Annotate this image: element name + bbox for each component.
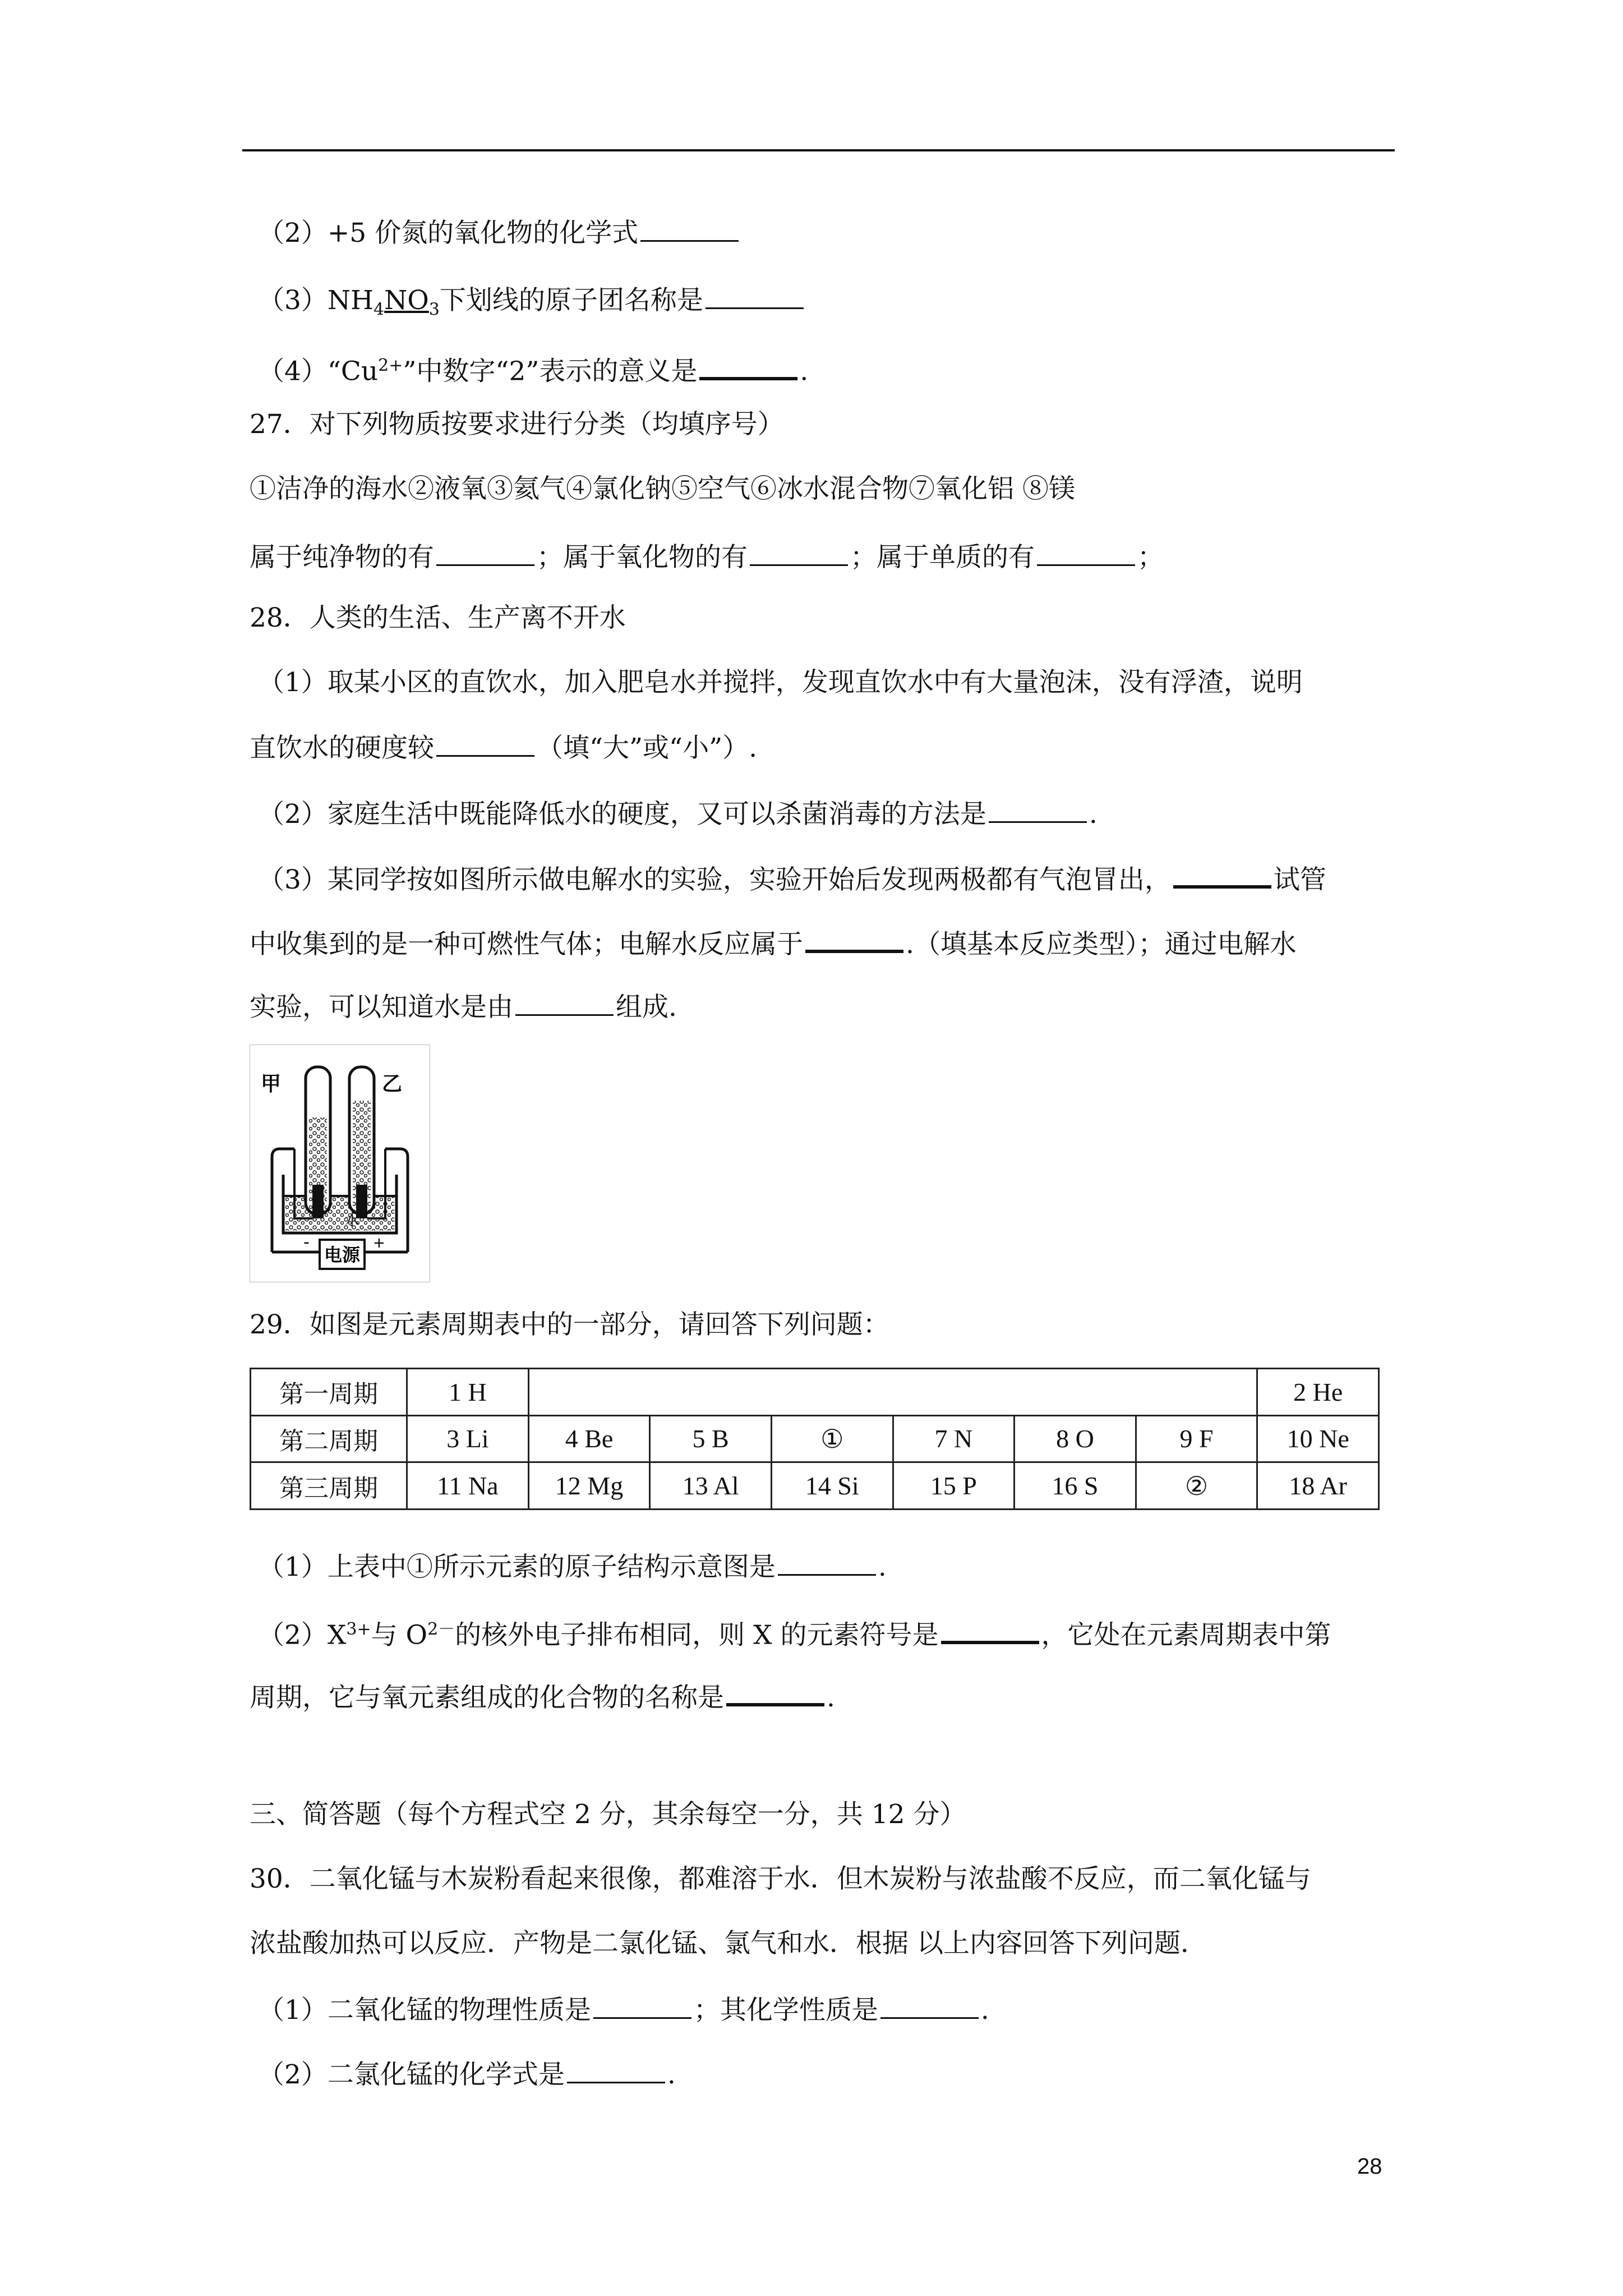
q29-p2-line1: $(2)X^{3+}$与 $O^{2-}$的核外电子排布相同，则 X 的元素符号是 ，它处在元素周期表中第 (258, 1613, 1331, 1653)
element-cell: 4 Be (528, 1415, 650, 1462)
element-cell: 11 Na (407, 1462, 529, 1510)
element-cell: 5 B (650, 1415, 772, 1462)
q30-line2: 浓盐酸加热可以反应．产物是二氯化锰、氯气和水．根据 以上内容回答下列问题． (250, 1928, 1207, 1959)
answer-blank[interactable] (989, 795, 1087, 823)
element-cell: 12 Mg (528, 1462, 650, 1510)
q28-p2-line: （2）家庭生活中既能降低水的硬度，又可以杀菌消毒的方法是 . (258, 795, 1098, 831)
q30-line1: 30．二氧化锰与木炭粉看起来很像，都难溶于水．但木炭粉与浓盐酸不反应，而二氧化锰与 (250, 1864, 1311, 1894)
q28-p3-line2: 中收集到的是一种可燃性气体；电解水反应属于 .（填基本反应类型）；通过电解水 (250, 924, 1296, 961)
q3-line: $(3)NH_4NO_3$下划线的原子团名称是 (258, 282, 806, 326)
q28-p3-line1: （3）某同学按如图所示做电解水的实验，实验开始后发现两极都有气泡冒出， 试管 (258, 859, 1326, 897)
tube-jia-label: 甲 (261, 1073, 282, 1096)
q29-p1-line: （1）上表中①所示元素的原子结构示意图是 . (258, 1548, 887, 1584)
tube-yi-label: 乙 (382, 1073, 403, 1096)
element-cell: 8 O (1015, 1415, 1136, 1462)
answer-blank[interactable] (880, 1991, 979, 2019)
element-cell: 14 Si (771, 1462, 893, 1510)
element-cell: 18 Ar (1257, 1462, 1379, 1510)
table-row (251, 1369, 1379, 1416)
table-row (251, 1462, 1379, 1510)
element-cell: 16 S (1015, 1462, 1136, 1510)
q28-p1-line1: （1）取某小区的直饮水，加入肥皂水并搅拌，发现直饮水中有大量泡沫，没有浮渣，说明 (258, 667, 1303, 698)
answer-blank[interactable] (436, 729, 534, 757)
period-header: 第二周期 (251, 1415, 407, 1462)
q29-title: 29．如图是元素周期表中的一部分，请回答下列问题： (250, 1309, 889, 1340)
element-cell: 13 Al (650, 1462, 772, 1510)
answer-blank[interactable] (640, 214, 739, 242)
answer-blank[interactable] (778, 1548, 876, 1576)
answer-blank[interactable] (593, 1991, 691, 2019)
element-cell: 15 P (893, 1462, 1015, 1510)
minus-label: - (303, 1232, 310, 1252)
answer-blank[interactable] (436, 539, 534, 566)
element-cell: 10 Ne (1257, 1415, 1379, 1462)
answer-blank[interactable] (515, 988, 614, 1016)
element-cell: 1 H (407, 1369, 529, 1416)
power-label: 电源 (324, 1244, 361, 1266)
answer-blank[interactable] (699, 351, 797, 380)
answer-blank[interactable] (726, 1677, 824, 1706)
q28-title: 28．人类的生活、生产离不开水 (250, 602, 626, 633)
water-label: 水 (345, 1212, 360, 1229)
q30-p1-line: （1）二氧化锰的物理性质是 ；其化学性质是 . (258, 1991, 989, 2027)
answer-blank[interactable] (805, 924, 903, 953)
answer-blank[interactable] (941, 1615, 1039, 1644)
q28-p3-line3: 实验，可以知道水是由 组成. (250, 988, 677, 1024)
q29-p2-line2: 周期，它与氧元素组成的化合物的名称是 . (250, 1677, 835, 1715)
element-cell-unknown-2: ② (1136, 1462, 1257, 1510)
periodic-table (250, 1368, 1380, 1510)
answer-blank[interactable] (1173, 859, 1271, 889)
header-rule (242, 149, 1395, 151)
plus-label: + (373, 1235, 385, 1251)
q27-answers: 属于纯净物的有 ；属于氧化物的有 ；属于单质的有 ； (250, 539, 1164, 574)
element-cell-unknown-1: ① (771, 1415, 893, 1462)
electrolysis-apparatus-figure (250, 1045, 430, 1282)
q27-items: ①洁净的海水②液氧③氦气④氯化钠⑤空气⑥冰水混合物⑦氧化铝 ⑧镁 (250, 473, 1075, 504)
q27-title: 27．对下列物质按要求进行分类（均填序号） (250, 409, 784, 440)
element-cell: 9 F (1136, 1415, 1257, 1462)
answer-blank[interactable] (567, 2056, 665, 2083)
period-header: 第三周期 (251, 1462, 407, 1510)
q30-p2-line: （2）二氯化锰的化学式是 . (258, 2056, 676, 2092)
section3-title: 三、简答题（每个方程式空 2 分，其余每空一分，共 12 分） (250, 1799, 966, 1830)
period-header: 第一周期 (251, 1369, 407, 1416)
q4-line: $(4)“Cu^{2+}$”中数字“2”表示的意义是 . (258, 349, 808, 389)
q28-p1-line2: 直饮水的硬度较 （填“大”或“小”）. (250, 729, 757, 765)
answer-blank[interactable] (706, 282, 804, 309)
element-cell: 2 He (1257, 1369, 1379, 1416)
element-cell: 3 Li (407, 1415, 529, 1462)
element-cell: 7 N (893, 1415, 1015, 1462)
answer-blank[interactable] (750, 539, 848, 566)
answer-blank[interactable] (1037, 539, 1135, 566)
table-row (251, 1415, 1379, 1462)
page-number: 28 (1357, 2154, 1382, 2179)
q2-line: （2）+5 价氮的氧化物的化学式 (258, 214, 741, 250)
empty-cell (528, 1369, 1257, 1416)
